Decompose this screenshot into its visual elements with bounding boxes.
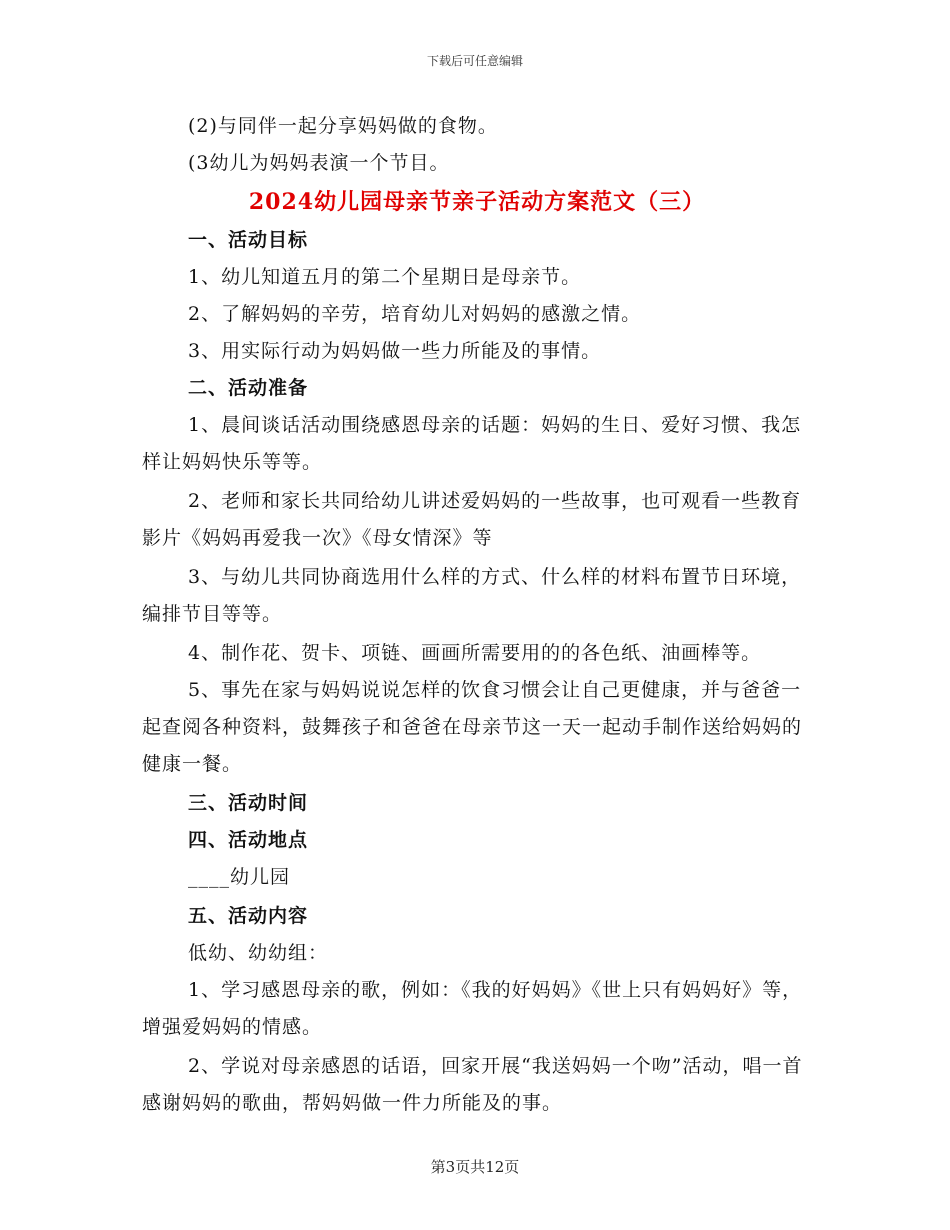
list-item: 1、晨间谈话活动围绕感恩母亲的话题：妈妈的生日、爱好习惯、我怎样让妈妈快乐等等。 (142, 414, 802, 473)
list-item: 5、事先在家与妈妈说说怎样的饮食习惯会让自己更健康，并与爸爸一起查阅各种资料，鼓舞孩子和爸爸在母亲节这一天一起动手制作送给妈妈的健康一餐。 (142, 679, 803, 775)
document-title: 2024幼儿园母亲节亲子活动方案范文（三） (248, 189, 706, 215)
list-item: 2、了解妈妈的辛劳，培育幼儿对妈妈的感激之情。 (188, 303, 642, 325)
list-item: 2、学说对母亲感恩的话语，回家开展“我送妈妈一个吻”活动，唱一首感谢妈妈的歌曲，帮妈妈做一件力所能及的事。 (142, 1055, 803, 1114)
group-label: 低幼、幼幼组： (188, 942, 329, 964)
list-item: 1、学习感恩母亲的歌，例如：《我的好妈妈》《世上只有妈妈好》等，增强爱妈妈的情感。 (142, 979, 803, 1038)
list-item: 3、用实际行动为妈妈做一些力所能及的事情。 (188, 340, 602, 362)
list-item: 4、制作花、贺卡、项链、画画所需要用的的各色纸、油画棒等。 (188, 642, 762, 664)
list-item: 3、与幼儿共同协商选用什么样的方式、什么样的材料布置节日环境，编排节目等等。 (142, 566, 802, 625)
location-text: ____幼儿园 (188, 866, 291, 888)
section-heading-location: 四、活动地点 (188, 829, 309, 851)
section-heading-time: 三、活动时间 (188, 792, 309, 814)
list-item: 2、老师和家长共同给幼儿讲述爱妈妈的一些故事，也可观看一些教育影片《妈妈再爱我一次》《母女情深》等 (142, 490, 802, 549)
section-heading-preparation: 二、活动准备 (188, 377, 309, 399)
page-header: 下载后可任意编辑 (426, 54, 523, 68)
section-heading-content: 五、活动内容 (188, 905, 309, 927)
intro-line: (2)与同伴一起分享妈妈做的食物。 (188, 115, 498, 137)
list-item: 1、幼儿知道五月的第二个星期日是母亲节。 (188, 266, 582, 288)
intro-line: (3幼儿为妈妈表演一个节目。 (188, 152, 450, 174)
section-heading-goals: 一、活动目标 (188, 229, 309, 251)
page-footer: 第3页共12页 (430, 1158, 520, 1176)
document-body (142, 108, 812, 1122)
